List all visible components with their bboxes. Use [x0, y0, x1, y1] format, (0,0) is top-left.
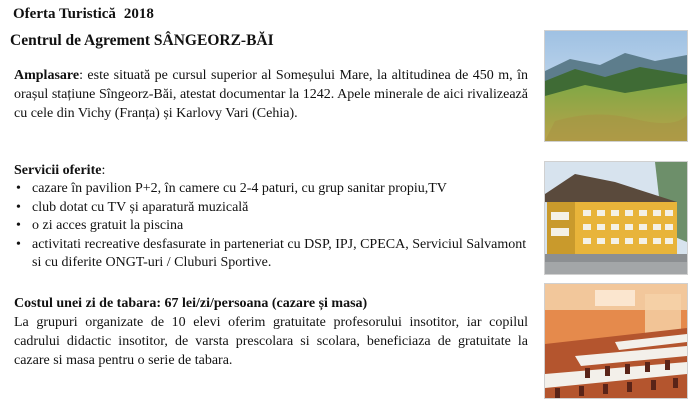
- bullet-icon: •: [16, 181, 21, 196]
- title-year: 2018: [123, 6, 154, 22]
- list-item: [14, 236, 528, 273]
- page-title: [13, 6, 154, 23]
- services-label: Servicii oferite: [14, 163, 102, 178]
- mountain-landscape-image: [545, 31, 687, 141]
- dining-room-photo: [544, 283, 688, 399]
- services-heading: [14, 161, 528, 180]
- cost-label: Costul unei zi de tabara: 67 lei/zi/persoana (cazare și masa): [14, 296, 368, 311]
- dining-room-image: [545, 284, 687, 398]
- services-section: [14, 161, 528, 273]
- location-section: [14, 66, 528, 123]
- hotel-building-photo: [544, 161, 688, 275]
- service-text: activitati recreative desfasurate in parteneriat cu DSP, IPJ, CPECA, Serviciul Salvamont si cu diferite ONGT-uri / Cluburi Sportive.: [32, 236, 527, 270]
- bullet-icon: •: [16, 218, 21, 233]
- service-text: cazare în pavilion P+2, în camere cu 2-4 paturi, cu grup sanitar propiu,TV: [32, 181, 447, 196]
- service-text: o zi acces gratuit la piscina: [32, 218, 184, 233]
- title-text: Oferta Turistică: [13, 6, 116, 22]
- list-item: [14, 199, 528, 218]
- list-item: [14, 180, 528, 199]
- cost-text: La grupuri organizate de 10 elevi oferim gratuitate profesorului insotitor, iar copilul cadrului didactic insotitor, de varsta prescolara si scolara, beneficiaza de gratuitate la cazare si masa pentru o serie de tabara.: [14, 315, 528, 368]
- hotel-building-image: [545, 162, 687, 274]
- services-suffix: :: [101, 163, 106, 178]
- services-list: [14, 180, 528, 273]
- bullet-icon: •: [16, 199, 21, 215]
- mountain-landscape-photo: [544, 30, 688, 142]
- location-label: Amplasare: [14, 68, 80, 83]
- location-text: : este situată pe cursul superior al Someșului Mare, la altitudinea de 450 m, în orașul stațiune Sîngeorz-Băi, atestat documentar la 1242. Apele minerale de aici rivalizează cu cele din Vichy (Franța) și Karlovy Vari (Cehia).: [14, 68, 528, 121]
- list-item: [14, 217, 528, 236]
- service-text: club dotat cu TV și aparatură muzicală: [32, 199, 249, 215]
- cost-section: [14, 294, 528, 370]
- bullet-icon: •: [16, 236, 21, 252]
- page-subtitle: Centrul de Agrement SÂNGEORZ-BĂI: [10, 32, 274, 49]
